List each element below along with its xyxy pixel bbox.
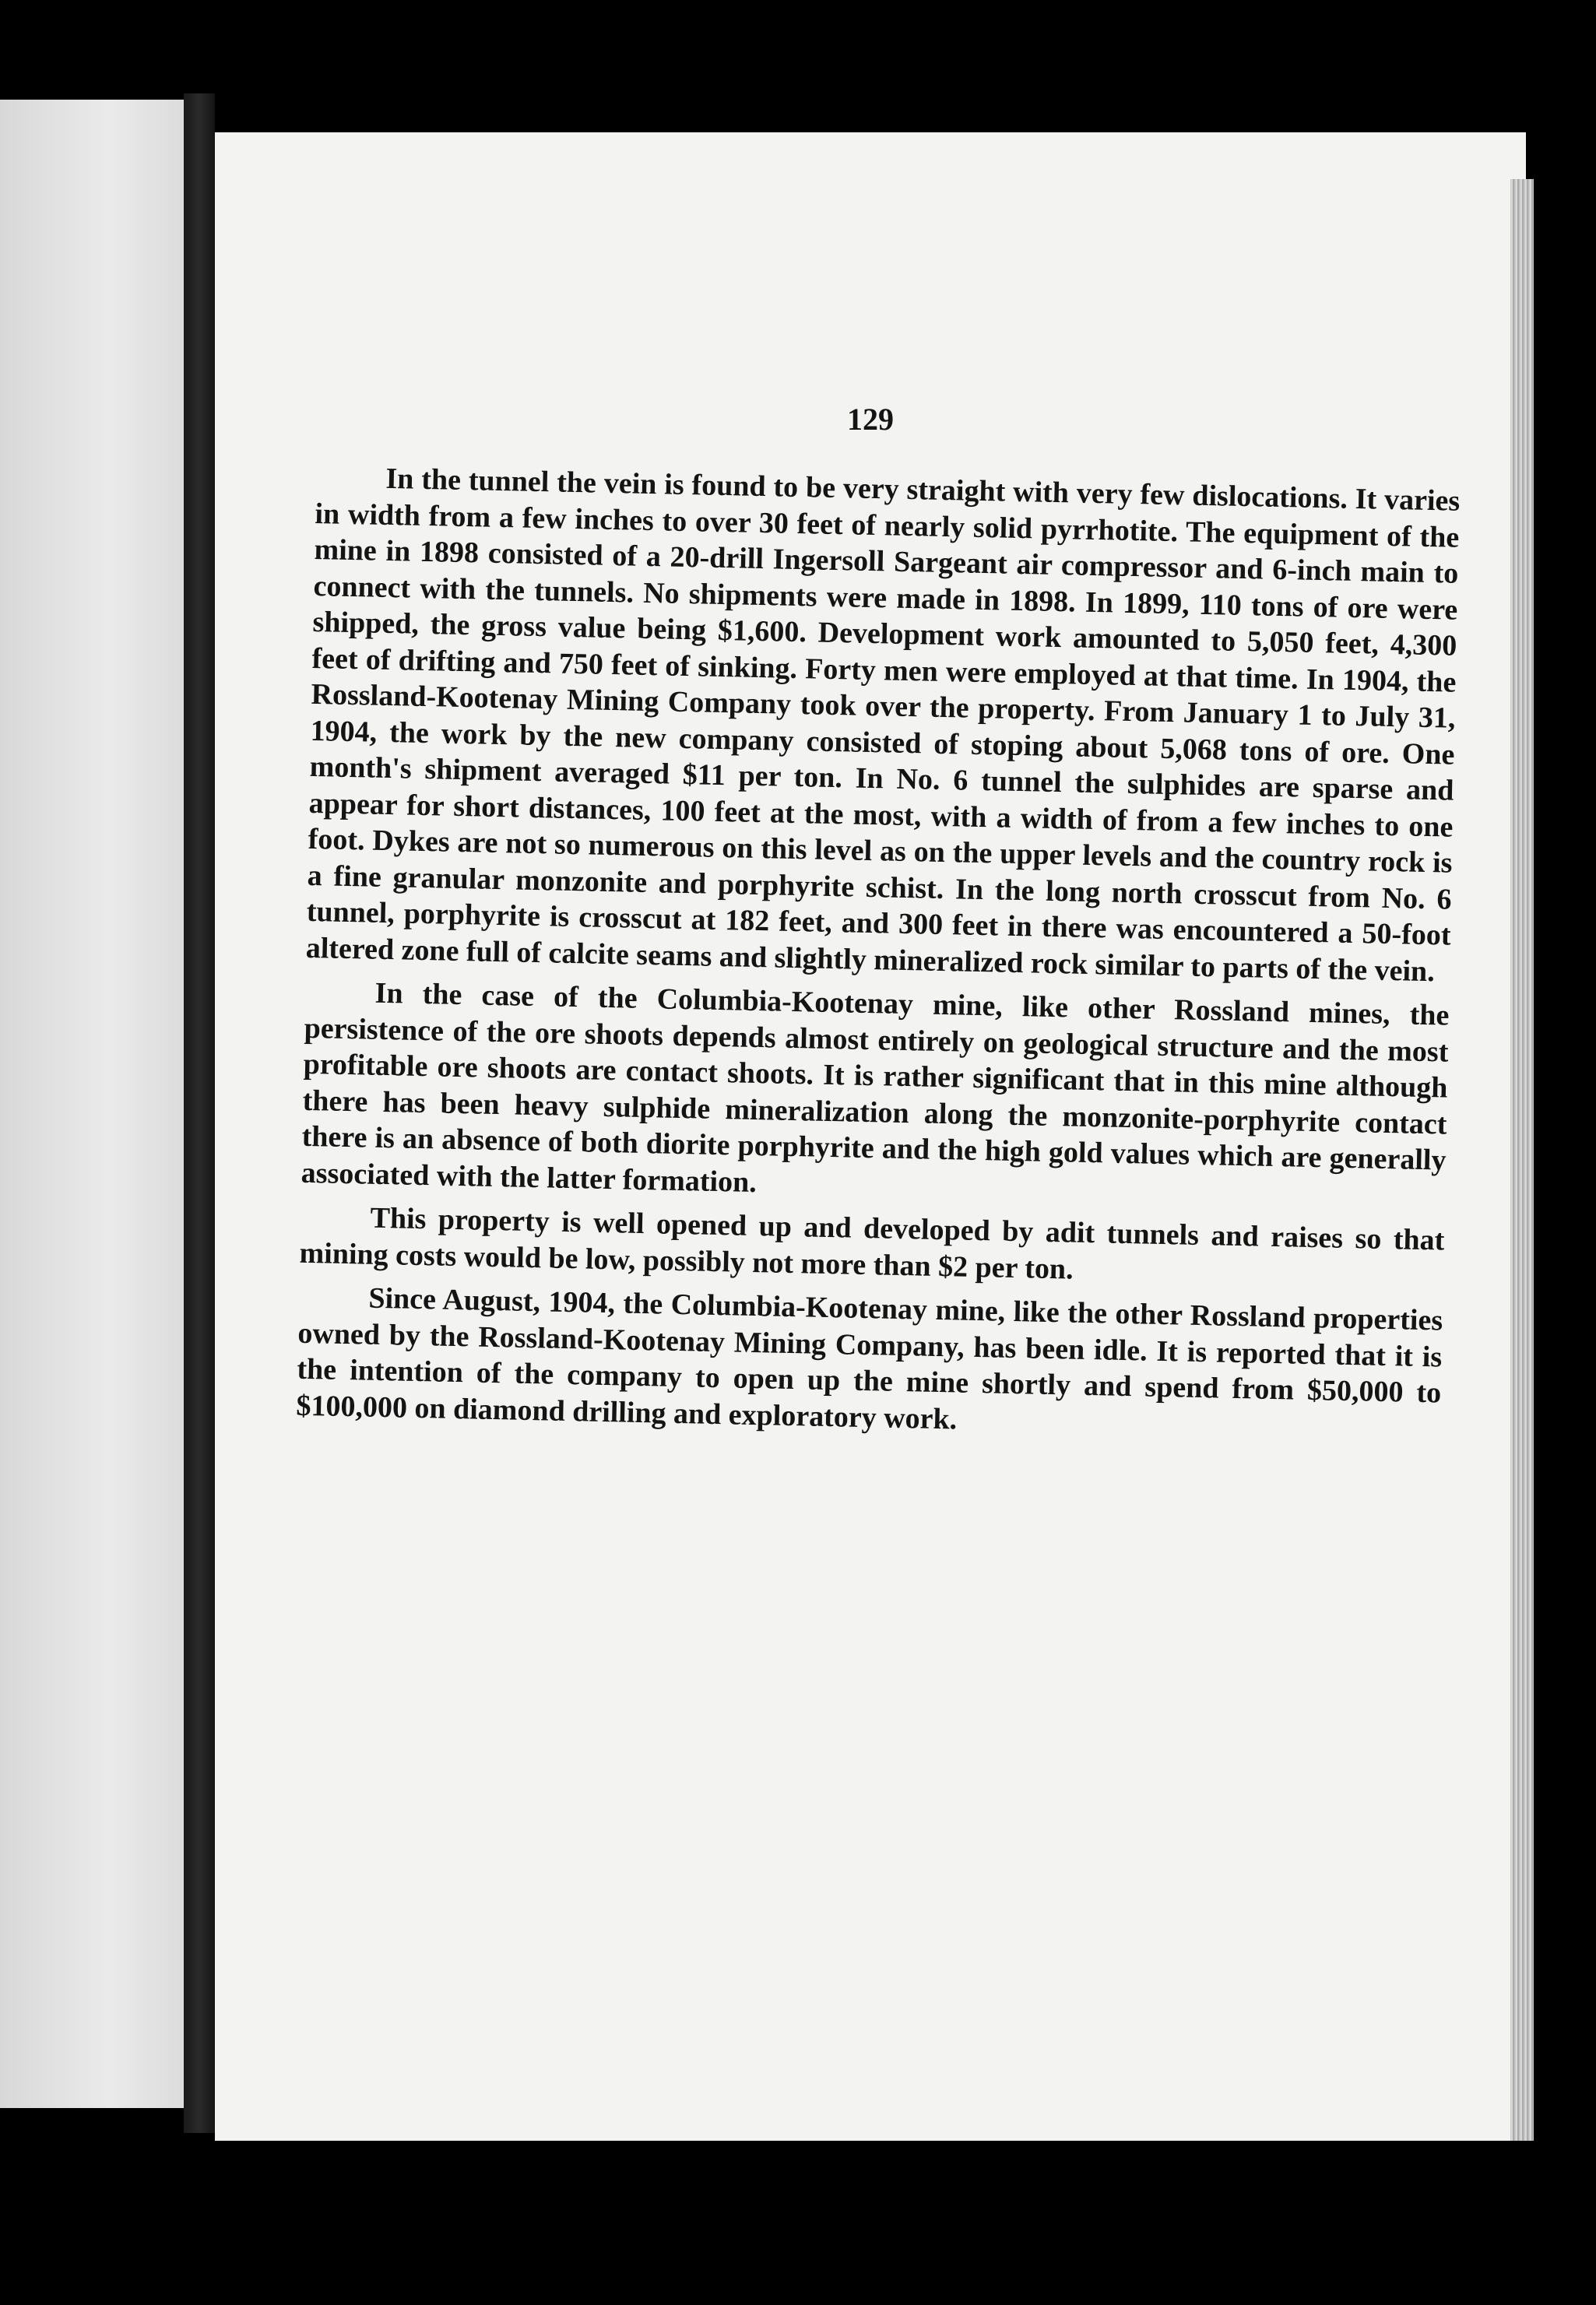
page-edge [1510, 179, 1534, 2141]
book-page [215, 132, 1526, 2141]
page-body [296, 459, 1461, 1448]
paragraph-idle-since-1904: Since August, 1904, the Columbia-Kootenay mine, like the other Rossland properties owned by the Rossland-Kootenay Mining Company, has been idle. It is reported that it is the intention of the company to open up the mine shortly and spend from $50,000 to $100,000 on diamond drilling and exploratory work. [296, 1281, 1443, 1436]
paragraph-mining-costs: This property is well opened up and developed by adit tunnels and raises so that mining costs would be low, possibly not more than $2 per ton. [299, 1201, 1445, 1286]
page-number: 129 [847, 402, 894, 437]
paragraph-tunnel-vein: In the tunnel the vein is found to be very straight with very few dislocations. It varies in width from a few inches to over 30 feet of nearly solid pyrrhotite. The equipment of the mine in 1898 consisted of a 20-drill Ingersoll Sargeant air compressor and 6-inch main to connect with the tunnels. No shipments were made in 1898. In 1899, 110 tons of ore were shipped, the gross value being $1,600. Development work amounted to 5,050 feet, 4,300 feet of drifting and 750 feet of sinking. Forty men were employed at that time. In 1904, the Rossland-Kootenay Mining Company took over the property. From January 1 to July 31, 1904, the work by the new company consisted of stoping about 5,068 tons of ore. One month's shipment averaged $11 per ton. In No. 6 tunnel the sulphides are sparse and appear for short distances, 100 feet at the most, with a width of from a few inches to one foot. Dykes are not so numerous on this level as on the upper levels and the country rock is a fine granular monzonite and porphyrite schist. In the long north crosscut from No. 6 tunnel, porphyrite is crosscut at 182 feet, and 300 feet in there was encountered a 50-foot altered zone full of calcite seams and slightly mineralized rock similar to parts of the vein. [305, 462, 1461, 988]
book-gutter [184, 93, 215, 2133]
paragraph-ore-shoots: In the case of the Columbia-Kootenay mine, like other Rossland mines, the persistence of the ore shoots depends almost entirely on geological structure and the most profitable ore shoots are contact shoots. It is rather significant that in this mine although there has been heavy sulphide mineralization along the monzonite-porphyrite contact there is an absence of both diorite porphyrite and the high gold values which are generally associated with the latter formation. [301, 976, 1450, 1199]
facing-page [0, 100, 184, 2108]
